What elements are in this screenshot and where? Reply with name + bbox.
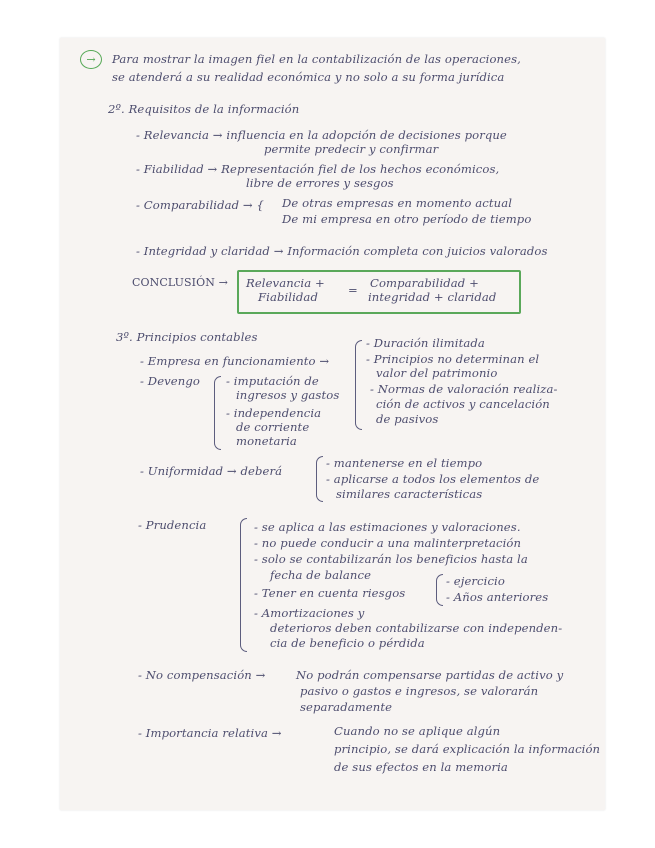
comparabilidad-label: - Comparabilidad → { (136, 198, 264, 212)
empresa-item-4: - Normas de valoración realiza- (370, 382, 558, 396)
devengo-item-5: monetaria (236, 434, 297, 448)
relevancia-line-2: permite predecir y confirmar (264, 142, 439, 156)
empresa-item-6: de pasivos (376, 412, 439, 426)
conclusion-right-2: integridad + claridad (368, 290, 497, 304)
section-3-heading: 3º. Principios contables (116, 330, 258, 344)
conclusion-equals: = (348, 283, 358, 297)
empresa-brace (355, 340, 362, 430)
riesgos-item-2: - Años anteriores (446, 590, 549, 604)
prudencia-item-7: deterioros deben contabilizarse con independen- (270, 621, 563, 635)
conclusion-right-1: Comparabilidad + (370, 276, 479, 290)
uniformidad-label: - Uniformidad → deberá (140, 464, 283, 478)
conclusion-left-2: Fiabilidad (258, 290, 318, 304)
empresa-item-1: - Duración ilimitada (366, 336, 485, 350)
intro-line-1: Para mostrar la imagen fiel en la contabilización de las operaciones, (112, 52, 521, 66)
prudencia-label: - Prudencia (138, 518, 207, 532)
no-compensacion-line-1: No podrán compensarse partidas de activo y (296, 668, 564, 682)
relevancia-line-1: - Relevancia → influencia en la adopción de decisiones porque (136, 128, 507, 142)
uniformidad-item-1: - mantenerse en el tiempo (326, 456, 483, 470)
riesgos-brace (436, 574, 443, 606)
devengo-brace (214, 376, 221, 450)
prudencia-item-8: cia de beneficio o pérdida (270, 636, 425, 650)
comparabilidad-item-2: De mi empresa en otro período de tiempo (282, 212, 532, 226)
prudencia-brace (240, 518, 247, 652)
arrow-circle-icon: → (80, 50, 102, 69)
empresa-item-2: - Principios no determinan el (366, 352, 540, 366)
no-compensacion-label: - No compensación → (138, 668, 266, 682)
empresa-label: - Empresa en funcionamiento → (140, 354, 330, 368)
no-compensacion-line-2: pasivo o gastos e ingresos, se valorarán (300, 684, 539, 698)
conclusion-label: CONCLUSIÓN → (132, 276, 228, 289)
importancia-label: - Importancia relativa → (138, 726, 282, 740)
devengo-item-1: - imputación de (226, 374, 319, 388)
importancia-line-2: principio, se dará explicación la información (334, 742, 601, 756)
uniformidad-item-2: - aplicarse a todos los elementos de (326, 472, 540, 486)
prudencia-item-1: - se aplica a las estimaciones y valoraciones. (254, 520, 521, 534)
empresa-item-5: ción de activos y cancelación (376, 397, 550, 411)
no-compensacion-line-3: separadamente (300, 700, 393, 714)
prudencia-item-3: - solo se contabilizarán los beneficios hasta la (254, 552, 528, 566)
fiabilidad-line-1: - Fiabilidad → Representación fiel de los hechos económicos, (136, 162, 500, 176)
uniformidad-brace (316, 456, 323, 502)
fiabilidad-line-2: libre de errores y sesgos (246, 176, 394, 190)
conclusion-left-1: Relevancia + (246, 276, 325, 290)
prudencia-item-5: - Tener en cuenta riesgos (254, 586, 406, 600)
riesgos-item-1: - ejercicio (446, 574, 505, 588)
prudencia-item-6: - Amortizaciones y (254, 606, 365, 620)
devengo-item-2: ingresos y gastos (236, 388, 340, 402)
uniformidad-item-3: similares características (336, 487, 483, 501)
prudencia-item-4: fecha de balance (270, 568, 372, 582)
importancia-line-3: de sus efectos en la memoria (334, 760, 508, 774)
devengo-item-4: de corriente (236, 420, 310, 434)
comparabilidad-item-1: De otras empresas en momento actual (282, 196, 513, 210)
devengo-label: - Devengo (140, 374, 200, 388)
section-2-heading: 2º. Requisitos de la información (108, 102, 300, 116)
integridad-line: - Integridad y claridad → Información completa con juicios valorados (136, 244, 548, 258)
empresa-item-3: valor del patrimonio (376, 366, 498, 380)
devengo-item-3: - independencia (226, 406, 322, 420)
prudencia-item-2: - no puede conducir a una malinterpretación (254, 536, 522, 550)
importancia-line-1: Cuando no se aplique algún (334, 724, 501, 738)
intro-line-2: se atenderá a su realidad económica y no solo a su forma jurídica (112, 70, 505, 84)
